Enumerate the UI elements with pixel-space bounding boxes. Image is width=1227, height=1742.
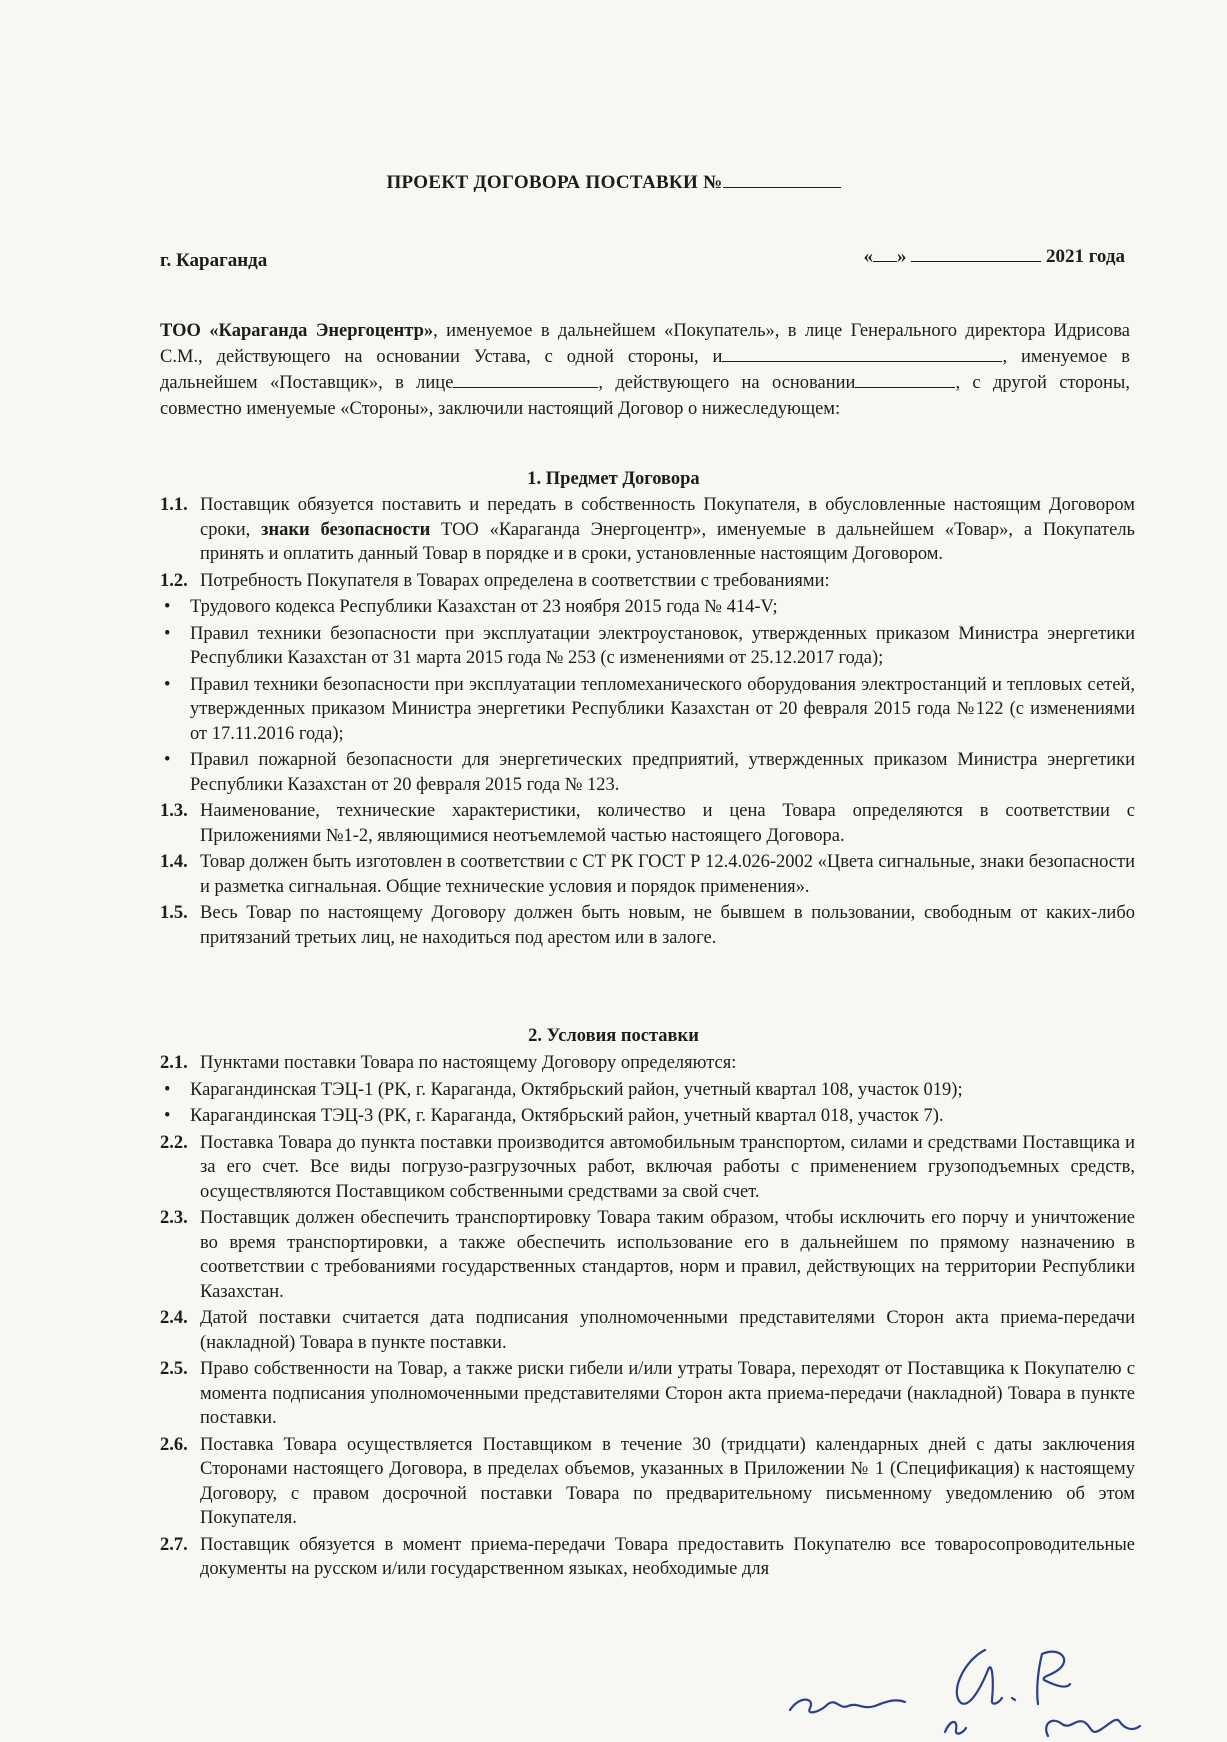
clause-2-1 [160, 1051, 1135, 1076]
second-signature [1046, 1720, 1140, 1736]
list-item [160, 1078, 1135, 1103]
preamble-part2: , именуемое в дальнейшем «Поставщик», в лице [160, 347, 1130, 393]
main-signature-letter-r [1037, 1652, 1070, 1704]
section-2-title: 2. Условия поставки [528, 1026, 699, 1046]
clause-1-4 [160, 850, 1135, 899]
clause-2-7 [160, 1533, 1135, 1582]
clause-text: Поставщик обязуется поставить и передать в собственность Покупателя, в обусловленные настоящим Договором сроки, [200, 495, 1135, 540]
bullet-icon: • [164, 623, 171, 644]
main-signature-dot [1012, 1698, 1015, 1700]
clause-2-5 [160, 1357, 1135, 1431]
list-item-text: Карагандинская ТЭЦ-3 (РК, г. Караганда, Октябрьский район, учетный квартал 018, участок 7). [190, 1106, 944, 1126]
clause-2-3 [160, 1206, 1135, 1304]
clause-number: 1.1. [160, 495, 188, 515]
clause-text: Товар должен быть изготовлен в соответствии с СТ РК ГОСТ Р 12.4.026-2002 «Цвета сигнальные, знаки безопасности и разметка сигнальная. Общие технические условия и порядок применения». [200, 852, 1135, 897]
main-signature-letter-a [957, 1650, 1002, 1704]
clause-1-3 [160, 799, 1135, 848]
stamp-initials [945, 1722, 966, 1734]
clause-number: 1.3. [160, 801, 188, 821]
year: 2021 года [1046, 246, 1125, 267]
clause-1-1 [160, 493, 1135, 567]
preamble-part4: , с другой стороны, совместно именуемые «Стороны», заключили настоящий Договор о нижеследующем: [160, 373, 1130, 419]
representative-blank [453, 372, 598, 388]
date-field [864, 246, 1125, 268]
preamble-comma: , [598, 373, 604, 393]
clause-text: Датой поставки считается дата подписания уполномоченными представителями Сторон акта приема-передачи (накладной) Товара в пункте поставки. [200, 1308, 1135, 1353]
preamble-and: и [712, 347, 723, 367]
clause-number: 2.4. [160, 1308, 188, 1328]
clause-text: Весь Товар по настоящему Договору должен быть новым, не бывшем в пользовании, свободным от каких-либо притязаний третьих лиц, не находиться под арестом или в залоге. [200, 903, 1135, 948]
clause-text: Поставка Товара осуществляется Поставщиком в течение 30 (тридцати) календарных дней с даты заключения Сторонами настоящего Договора, в пределах объемов, указанных в Приложении № 1 (Спецификация) к настоящему Договору, с правом досрочной поставки Товара по предварительному письменному уведомлению об этом Покупателя. [200, 1434, 1135, 1528]
clause-number: 2.7. [160, 1534, 188, 1555]
city-date-line [160, 246, 1125, 272]
clause-1-5 [160, 901, 1135, 950]
bullet-icon: • [164, 1079, 171, 1100]
list-item [160, 673, 1135, 747]
list-item-text: Правил пожарной безопасности для энергетических предприятий, утвержденных приказом Министра энергетики Республики Казахстан от 20 февраля 2015 года № 123. [190, 750, 1135, 795]
clause-text: Поставка Товара до пункта поставки производится автомобильным транспортом, силами и средствами Поставщика и за его счет. Все виды погрузо-разгрузочных работ, включая работы с применением грузоподъемных средств, осуществляются Поставщиком собственными средствами за свой счет. [200, 1132, 1135, 1202]
clause-number: 2.1. [160, 1053, 188, 1073]
clause-number: 2.6. [160, 1434, 188, 1455]
bullet-icon: • [164, 750, 171, 770]
preamble-part3: действующего на основании [615, 373, 856, 393]
clause-number: 2.3. [160, 1208, 188, 1228]
basis-blank [855, 372, 955, 388]
document-title [0, 171, 1227, 194]
date-quote-close: » [897, 246, 907, 267]
buyer-name: ТОО «Караганда Энергоцентр» [160, 321, 434, 341]
bullet-icon: • [164, 597, 171, 617]
clause-text: Наименование, технические характеристики, количество и цена Товара определяются в соответствии с Приложениями №1-2, являющимися неотъемлемой частью настоящего Договора. [200, 801, 1135, 846]
clause-2-4 [160, 1306, 1135, 1355]
list-item-text: Правил техники безопасности при эксплуатации тепломеханического оборудования электростанций и тепловых сетей, утвержденных приказом Министра энергетики Республики Казахстан от 20 февраля 2015 года №122 (с изменениями от 17.11.2016 года); [190, 674, 1135, 744]
handwritten-signatures [780, 1640, 1160, 1740]
clause-text: Право собственности на Товар, а также риски гибели и/или утраты Товара, переходят от Поставщика к Покупателю с момента подписания уполномоченными представителями Сторон акта приема-передачи (накладной) Товара в пункте поставки. [200, 1359, 1135, 1428]
clause-1-2 [160, 569, 1135, 594]
day-blank [873, 246, 897, 262]
title-text: ПРОЕКТ ДОГОВОРА ПОСТАВКИ № [386, 172, 723, 193]
bullet-icon: • [164, 674, 171, 695]
list-item [160, 622, 1135, 671]
clause-number: 1.2. [160, 570, 188, 591]
section-2-body [160, 1051, 1135, 1584]
list-item [160, 748, 1135, 797]
list-item [160, 595, 1135, 620]
date-quote-open: « [863, 246, 874, 267]
list-item-text: Правил техники безопасности при эксплуатации электроустановок, утвержденных приказом Министра энергетики Республики Казахстан от 31 марта 2015 года № 253 (с изменениями от 25.12.2017 года); [190, 623, 1135, 668]
clause-text: Поставщик обязуется в момент приема-передачи Товара предоставить Покупателю все товаросопроводительные документы на русском и/или государственном языках, необходимые для [200, 1534, 1135, 1579]
section-1-body [160, 493, 1135, 952]
month-blank [911, 246, 1041, 262]
clause-number: 2.2. [160, 1132, 188, 1153]
clause-number: 2.5. [160, 1359, 188, 1379]
list-item-text: Трудового кодекса Республики Казахстан от 23 ноября 2015 года № 414-V; [190, 597, 778, 617]
supplier-name-blank [722, 346, 1002, 362]
bullet-icon: • [164, 1106, 171, 1126]
clause-number: 1.5. [160, 903, 188, 923]
clause-text: Поставщик должен обеспечить транспортировку Товара таким образом, чтобы исключить его порчу и уничтожение во время транспортировки, а также обеспечить использование его в дальнейшем по прямому назначению в соответствии с требованиями государственных стандартов, норм и правил, действующих на территории Республики Казахстан. [200, 1208, 1135, 1302]
clause-text: ТОО «Караганда Энергоцентр», именуемые в дальнейшем «Товар», а Покупатель принять и оплатить данный Товар в порядке и в сроки, установленные настоящим Договором. [200, 519, 1135, 564]
clause-text-bold: знаки безопасности [261, 519, 431, 540]
initials-signature [790, 1700, 905, 1713]
clause-2-6 [160, 1433, 1135, 1531]
preamble [160, 318, 1130, 422]
contract-number-blank [723, 171, 841, 188]
list-item-text: Карагандинская ТЭЦ-1 (РК, г. Караганда, Октябрьский район, учетный квартал 108, участок 019); [190, 1079, 963, 1100]
clause-text: Потребность Покупателя в Товарах определена в соответствии с требованиями: [200, 570, 830, 591]
clause-2-2 [160, 1131, 1135, 1205]
city: г. Караганда [160, 250, 268, 271]
clause-text: Пунктами поставки Товара по настоящему Договору определяются: [200, 1053, 737, 1073]
section-1-title: 1. Предмет Договора [527, 469, 700, 489]
clause-number: 1.4. [160, 852, 188, 872]
list-item [160, 1104, 1135, 1129]
preamble-part1: , именуемое в дальнейшем «Покупатель», в лице Генерального директора Идрисова С.М., действующего на основании Устава, с одной стороны, [160, 321, 1130, 367]
